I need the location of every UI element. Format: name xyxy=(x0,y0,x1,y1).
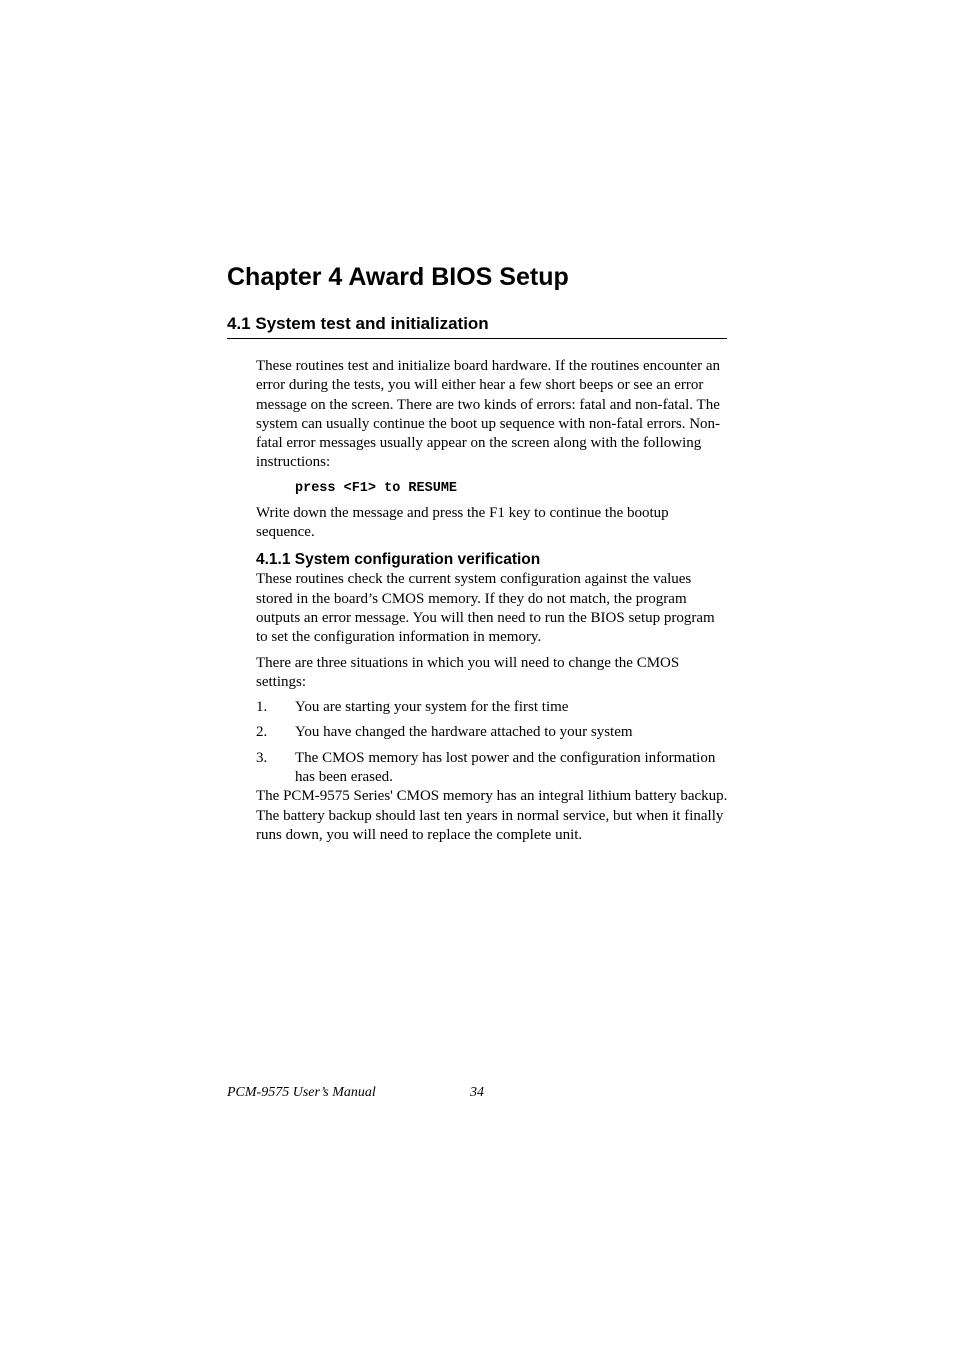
list-item xyxy=(256,749,728,788)
subsection-title: 4.1.1 System configuration verification xyxy=(256,551,541,569)
footer-page-number: 34 xyxy=(470,1085,484,1100)
chapter-title: Chapter 4 Award BIOS Setup xyxy=(227,263,569,291)
section-title: 4.1 System test and initialization xyxy=(227,312,727,339)
battery-paragraph: The PCM-9575 Series' CMOS memory has an integral lithium battery backup. The battery backup should last ten years in normal service, but when it finally runs down, you will need to replace the complete unit. xyxy=(256,788,728,843)
list-item-text: You are starting your system for the first time xyxy=(295,699,569,716)
list-item-text: The CMOS memory has lost power and the configuration information has been erased. xyxy=(295,749,716,786)
intro-paragraph: These routines test and initialize board hardware. If the routines encounter an error during the tests, you will either hear a few short beeps or see an error message on the screen. There are two kinds of errors: fatal and non-fatal. The system can usually continue the boot up sequence with non-fatal errors. Non-fatal error messages usually appear on the screen along with the following instructions: xyxy=(256,358,721,471)
verification-paragraph: These routines check the current system configuration against the values stored in the board’s CMOS memory. If they do not match, the program outputs an error message. You will then need to run the BIOS setup program to set the configuration information in memory. xyxy=(256,571,715,646)
footer-manual-title: PCM-9575 User’s Manual xyxy=(227,1085,376,1100)
situations-paragraph: There are three situations in which you will need to change the CMOS settings: xyxy=(256,654,680,690)
list-item xyxy=(256,698,728,717)
write-down-paragraph: Write down the message and press the F1 key to continue the bootup sequence. xyxy=(256,504,669,541)
situations-list xyxy=(256,698,728,787)
resume-instruction-code: press <F1> to RESUME xyxy=(295,480,458,496)
section-body xyxy=(256,357,728,851)
list-item-number: 3. xyxy=(256,749,268,766)
list-item xyxy=(256,723,728,742)
list-item-number: 1. xyxy=(256,699,268,716)
list-item-number: 2. xyxy=(256,724,268,741)
list-item-text: You have changed the hardware attached to your system xyxy=(295,724,633,741)
